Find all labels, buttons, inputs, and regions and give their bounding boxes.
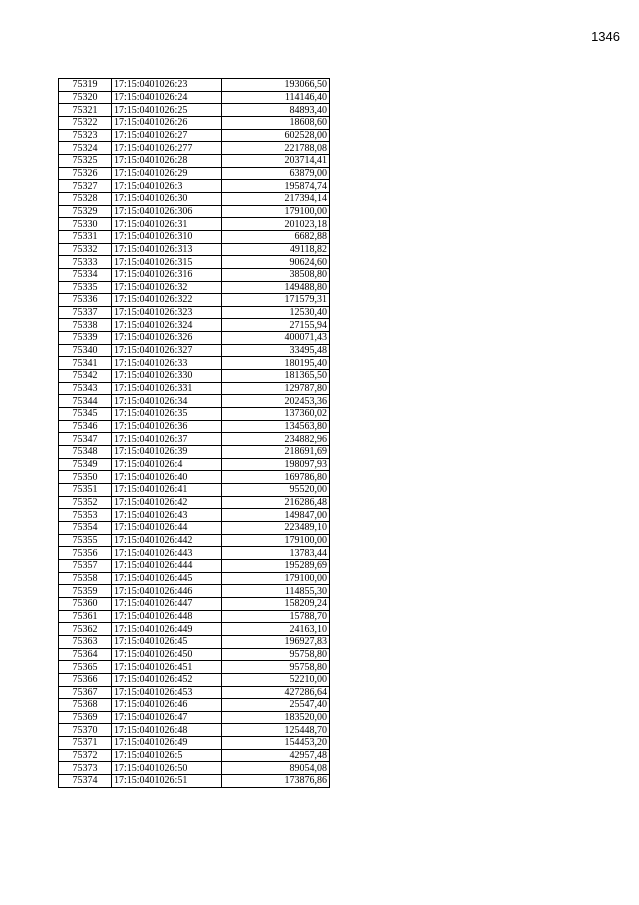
cadastral-value-cell: 216286,48 [222,496,330,509]
table-row [59,433,330,446]
cadastral-number-cell: 17:15:0401026:445 [112,572,222,585]
row-number-cell: 75352 [59,496,112,509]
row-number-cell: 75369 [59,711,112,724]
table-row [59,686,330,699]
table-row [59,218,330,231]
row-number-cell: 75343 [59,382,112,395]
cadastral-number-cell: 17:15:0401026:40 [112,471,222,484]
row-number-cell: 75360 [59,597,112,610]
cadastral-number-cell: 17:15:0401026:37 [112,433,222,446]
row-number-cell: 75357 [59,559,112,572]
row-number-cell: 75319 [59,79,112,92]
cadastral-value-cell: 24163,10 [222,623,330,636]
cadastral-number-cell: 17:15:0401026:43 [112,509,222,522]
cadastral-value-cell: 234882,96 [222,433,330,446]
cadastral-number-cell: 17:15:0401026:51 [112,775,222,788]
cadastral-value-cell: 602528,00 [222,129,330,142]
table-row [59,737,330,750]
table-row [59,268,330,281]
cadastral-value-cell: 114146,40 [222,91,330,104]
cadastral-value-cell: 6682,88 [222,230,330,243]
table-row [59,458,330,471]
row-number-cell: 75329 [59,205,112,218]
cadastral-number-cell: 17:15:0401026:323 [112,306,222,319]
cadastral-number-cell: 17:15:0401026:25 [112,104,222,117]
row-number-cell: 75363 [59,635,112,648]
cadastral-number-cell: 17:15:0401026:316 [112,268,222,281]
row-number-cell: 75341 [59,357,112,370]
row-number-cell: 75334 [59,268,112,281]
cadastral-number-cell: 17:15:0401026:5 [112,749,222,762]
cadastral-number-cell: 17:15:0401026:39 [112,446,222,459]
cadastral-value-cell: 195874,74 [222,180,330,193]
table-row [59,281,330,294]
cadastral-value-cell: 90624,60 [222,256,330,269]
cadastral-number-cell: 17:15:0401026:41 [112,484,222,497]
cadastral-value-cell: 195289,69 [222,559,330,572]
row-number-cell: 75347 [59,433,112,446]
cadastral-value-cell: 427286,64 [222,686,330,699]
cadastral-number-cell: 17:15:0401026:30 [112,192,222,205]
table-row [59,559,330,572]
table-row [59,496,330,509]
row-number-cell: 75338 [59,319,112,332]
row-number-cell: 75335 [59,281,112,294]
cadastral-number-cell: 17:15:0401026:310 [112,230,222,243]
cadastral-value-table [58,78,330,788]
row-number-cell: 75326 [59,167,112,180]
cadastral-number-cell: 17:15:0401026:324 [112,319,222,332]
row-number-cell: 75351 [59,484,112,497]
cadastral-number-cell: 17:15:0401026:44 [112,521,222,534]
cadastral-value-cell: 33495,48 [222,344,330,357]
cadastral-number-cell: 17:15:0401026:446 [112,585,222,598]
cadastral-value-cell: 49118,82 [222,243,330,256]
cadastral-value-cell: 12530,40 [222,306,330,319]
row-number-cell: 75349 [59,458,112,471]
table-row [59,724,330,737]
cadastral-number-cell: 17:15:0401026:29 [112,167,222,180]
cadastral-value-cell: 125448,70 [222,724,330,737]
cadastral-number-cell: 17:15:0401026:327 [112,344,222,357]
table-row [59,205,330,218]
cadastral-value-cell: 95758,80 [222,648,330,661]
row-number-cell: 75367 [59,686,112,699]
table-row [59,749,330,762]
cadastral-number-cell: 17:15:0401026:24 [112,91,222,104]
page-number: 1346 [591,29,620,44]
cadastral-value-cell: 198097,93 [222,458,330,471]
cadastral-number-cell: 17:15:0401026:31 [112,218,222,231]
cadastral-value-cell: 218691,69 [222,446,330,459]
cadastral-number-cell: 17:15:0401026:4 [112,458,222,471]
cadastral-number-cell: 17:15:0401026:23 [112,79,222,92]
row-number-cell: 75358 [59,572,112,585]
row-number-cell: 75371 [59,737,112,750]
row-number-cell: 75325 [59,154,112,167]
cadastral-number-cell: 17:15:0401026:449 [112,623,222,636]
cadastral-value-cell: 158209,24 [222,597,330,610]
row-number-cell: 75373 [59,762,112,775]
table-row [59,509,330,522]
row-number-cell: 75368 [59,699,112,712]
table-row [59,230,330,243]
table-row [59,79,330,92]
cadastral-value-cell: 149847,00 [222,509,330,522]
cadastral-value-cell: 221788,08 [222,142,330,155]
cadastral-value-cell: 84893,40 [222,104,330,117]
cadastral-value-cell: 137360,02 [222,408,330,421]
table-row [59,661,330,674]
table-row [59,116,330,129]
cadastral-number-cell: 17:15:0401026:315 [112,256,222,269]
table-row [59,357,330,370]
table-row [59,382,330,395]
row-number-cell: 75324 [59,142,112,155]
table-row [59,699,330,712]
row-number-cell: 75320 [59,91,112,104]
cadastral-number-cell: 17:15:0401026:46 [112,699,222,712]
table-row [59,319,330,332]
cadastral-value-cell: 169786,80 [222,471,330,484]
table-row [59,597,330,610]
cadastral-number-cell: 17:15:0401026:27 [112,129,222,142]
cadastral-value-cell: 114855,30 [222,585,330,598]
cadastral-value-cell: 400071,43 [222,332,330,345]
table-row [59,673,330,686]
row-number-cell: 75328 [59,192,112,205]
row-number-cell: 75337 [59,306,112,319]
row-number-cell: 75330 [59,218,112,231]
row-number-cell: 75374 [59,775,112,788]
table-row [59,104,330,117]
cadastral-value-cell: 179100,00 [222,534,330,547]
table-row [59,154,330,167]
table-body [59,79,330,788]
table-row [59,711,330,724]
table-row [59,534,330,547]
cadastral-value-cell: 18608,60 [222,116,330,129]
row-number-cell: 75327 [59,180,112,193]
cadastral-number-cell: 17:15:0401026:443 [112,547,222,560]
cadastral-value-cell: 202453,36 [222,395,330,408]
row-number-cell: 75332 [59,243,112,256]
row-number-cell: 75348 [59,446,112,459]
cadastral-value-cell: 38508,80 [222,268,330,281]
row-number-cell: 75322 [59,116,112,129]
table-row [59,332,330,345]
cadastral-value-cell: 179100,00 [222,572,330,585]
cadastral-number-cell: 17:15:0401026:453 [112,686,222,699]
row-number-cell: 75359 [59,585,112,598]
table-row [59,192,330,205]
row-number-cell: 75333 [59,256,112,269]
cadastral-value-cell: 95758,80 [222,661,330,674]
row-number-cell: 75355 [59,534,112,547]
cadastral-number-cell: 17:15:0401026:49 [112,737,222,750]
table-row [59,623,330,636]
cadastral-number-cell: 17:15:0401026:28 [112,154,222,167]
row-number-cell: 75323 [59,129,112,142]
table-row [59,585,330,598]
cadastral-number-cell: 17:15:0401026:444 [112,559,222,572]
cadastral-number-cell: 17:15:0401026:322 [112,294,222,307]
cadastral-number-cell: 17:15:0401026:48 [112,724,222,737]
row-number-cell: 75365 [59,661,112,674]
cadastral-number-cell: 17:15:0401026:313 [112,243,222,256]
cadastral-number-cell: 17:15:0401026:451 [112,661,222,674]
table-row [59,306,330,319]
cadastral-value-cell: 179100,00 [222,205,330,218]
table-row [59,370,330,383]
table-row [59,521,330,534]
cadastral-value-cell: 13783,44 [222,547,330,560]
cadastral-number-cell: 17:15:0401026:42 [112,496,222,509]
row-number-cell: 75346 [59,420,112,433]
cadastral-number-cell: 17:15:0401026:45 [112,635,222,648]
table-row [59,547,330,560]
table-row [59,256,330,269]
table-row [59,180,330,193]
cadastral-number-cell: 17:15:0401026:452 [112,673,222,686]
table-row [59,446,330,459]
cadastral-value-cell: 27155,94 [222,319,330,332]
row-number-cell: 75350 [59,471,112,484]
cadastral-number-cell: 17:15:0401026:3 [112,180,222,193]
cadastral-number-cell: 17:15:0401026:34 [112,395,222,408]
cadastral-value-cell: 181365,50 [222,370,330,383]
cadastral-number-cell: 17:15:0401026:33 [112,357,222,370]
table-row [59,142,330,155]
row-number-cell: 75361 [59,610,112,623]
cadastral-value-cell: 15788,70 [222,610,330,623]
cadastral-number-cell: 17:15:0401026:306 [112,205,222,218]
row-number-cell: 75336 [59,294,112,307]
cadastral-value-cell: 134563,80 [222,420,330,433]
table-row [59,294,330,307]
row-number-cell: 75362 [59,623,112,636]
cadastral-value-cell: 180195,40 [222,357,330,370]
row-number-cell: 75331 [59,230,112,243]
row-number-cell: 75366 [59,673,112,686]
cadastral-value-cell: 149488,80 [222,281,330,294]
table-row [59,408,330,421]
cadastral-value-cell: 154453,20 [222,737,330,750]
row-number-cell: 75370 [59,724,112,737]
cadastral-number-cell: 17:15:0401026:448 [112,610,222,623]
cadastral-value-cell: 89054,08 [222,762,330,775]
cadastral-value-cell: 223489,10 [222,521,330,534]
cadastral-number-cell: 17:15:0401026:447 [112,597,222,610]
cadastral-value-cell: 25547,40 [222,699,330,712]
cadastral-value-cell: 217394,14 [222,192,330,205]
row-number-cell: 75344 [59,395,112,408]
row-number-cell: 75354 [59,521,112,534]
table-row [59,420,330,433]
cadastral-value-cell: 42957,48 [222,749,330,762]
cadastral-number-cell: 17:15:0401026:26 [112,116,222,129]
cadastral-number-cell: 17:15:0401026:442 [112,534,222,547]
cadastral-value-cell: 173876,86 [222,775,330,788]
cadastral-number-cell: 17:15:0401026:331 [112,382,222,395]
cadastral-number-cell: 17:15:0401026:277 [112,142,222,155]
table-row [59,484,330,497]
cadastral-value-cell: 193066,50 [222,79,330,92]
row-number-cell: 75372 [59,749,112,762]
cadastral-number-cell: 17:15:0401026:47 [112,711,222,724]
cadastral-number-cell: 17:15:0401026:32 [112,281,222,294]
row-number-cell: 75340 [59,344,112,357]
table-row [59,572,330,585]
row-number-cell: 75321 [59,104,112,117]
cadastral-value-cell: 196927,83 [222,635,330,648]
table-row [59,344,330,357]
cadastral-value-cell: 201023,18 [222,218,330,231]
table-row [59,129,330,142]
cadastral-value-cell: 95520,00 [222,484,330,497]
table-row [59,762,330,775]
table-row [59,395,330,408]
table-row [59,775,330,788]
row-number-cell: 75356 [59,547,112,560]
cadastral-number-cell: 17:15:0401026:326 [112,332,222,345]
table-row [59,243,330,256]
row-number-cell: 75339 [59,332,112,345]
cadastral-value-cell: 129787,80 [222,382,330,395]
cadastral-number-cell: 17:15:0401026:450 [112,648,222,661]
cadastral-number-cell: 17:15:0401026:35 [112,408,222,421]
table-row [59,471,330,484]
table-row [59,167,330,180]
row-number-cell: 75345 [59,408,112,421]
cadastral-number-cell: 17:15:0401026:36 [112,420,222,433]
table-row [59,610,330,623]
cadastral-value-cell: 63879,00 [222,167,330,180]
row-number-cell: 75342 [59,370,112,383]
row-number-cell: 75364 [59,648,112,661]
cadastral-number-cell: 17:15:0401026:50 [112,762,222,775]
cadastral-number-cell: 17:15:0401026:330 [112,370,222,383]
table-row [59,648,330,661]
table-row [59,635,330,648]
cadastral-value-cell: 171579,31 [222,294,330,307]
row-number-cell: 75353 [59,509,112,522]
table-row [59,91,330,104]
cadastral-value-cell: 52210,00 [222,673,330,686]
cadastral-value-cell: 183520,00 [222,711,330,724]
cadastral-value-cell: 203714,41 [222,154,330,167]
